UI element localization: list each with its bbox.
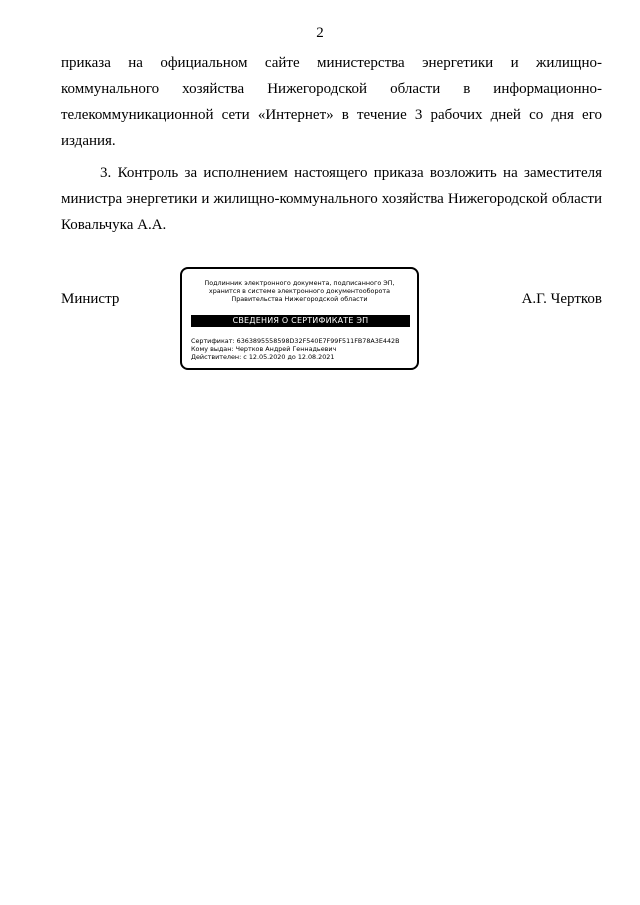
paragraph-control: 3. Контроль за исполнением настоящего приказа возложить на заместителя министра энергетики и жилищно-коммунального хозяйства Нижегородской области Ковальчука А.А. xyxy=(61,165,602,233)
stamp-notice-line: Подлинник электронного документа, подписанного ЭП, xyxy=(204,279,395,287)
signatory-name: А.Г. Чертков xyxy=(521,291,602,307)
stamp-certificate-details xyxy=(191,337,411,361)
certificate-label: Сертификат: xyxy=(191,337,235,345)
stamp-notice-line: Правительства Нижегородской области xyxy=(231,295,368,303)
stamp-notice-line: хранится в системе электронного документооборота xyxy=(208,287,391,295)
issued-to-row xyxy=(191,345,411,353)
signatory-title: Министр xyxy=(61,291,120,307)
page-number: 2 xyxy=(316,25,324,41)
validity-value: с 12.05.2020 до 12.08.2021 xyxy=(243,353,335,361)
validity-row xyxy=(191,353,411,361)
document-body xyxy=(61,50,602,238)
electronic-signature-stamp xyxy=(180,267,419,370)
stamp-notice xyxy=(188,279,411,303)
paragraph-publication: приказа на официальном сайте министерства энергетики и жилищно-коммунального хозяйства Нижегородской области в информационно-телекоммуникационной сети «Интернет» в течение 3 рабочих дней со дня его издания. xyxy=(61,55,602,149)
certificate-row xyxy=(191,337,411,345)
issued-to-value: Чертков Андрей Геннадьевич xyxy=(235,345,337,353)
validity-label: Действителен: xyxy=(191,353,242,361)
certificate-value: 6363895558598D32F540E7F99F511FB78A3E442B xyxy=(236,337,400,345)
stamp-certificate-header: СВЕДЕНИЯ О СЕРТИФИКАТЕ ЭП xyxy=(191,315,410,327)
issued-to-label: Кому выдан: xyxy=(191,345,234,353)
